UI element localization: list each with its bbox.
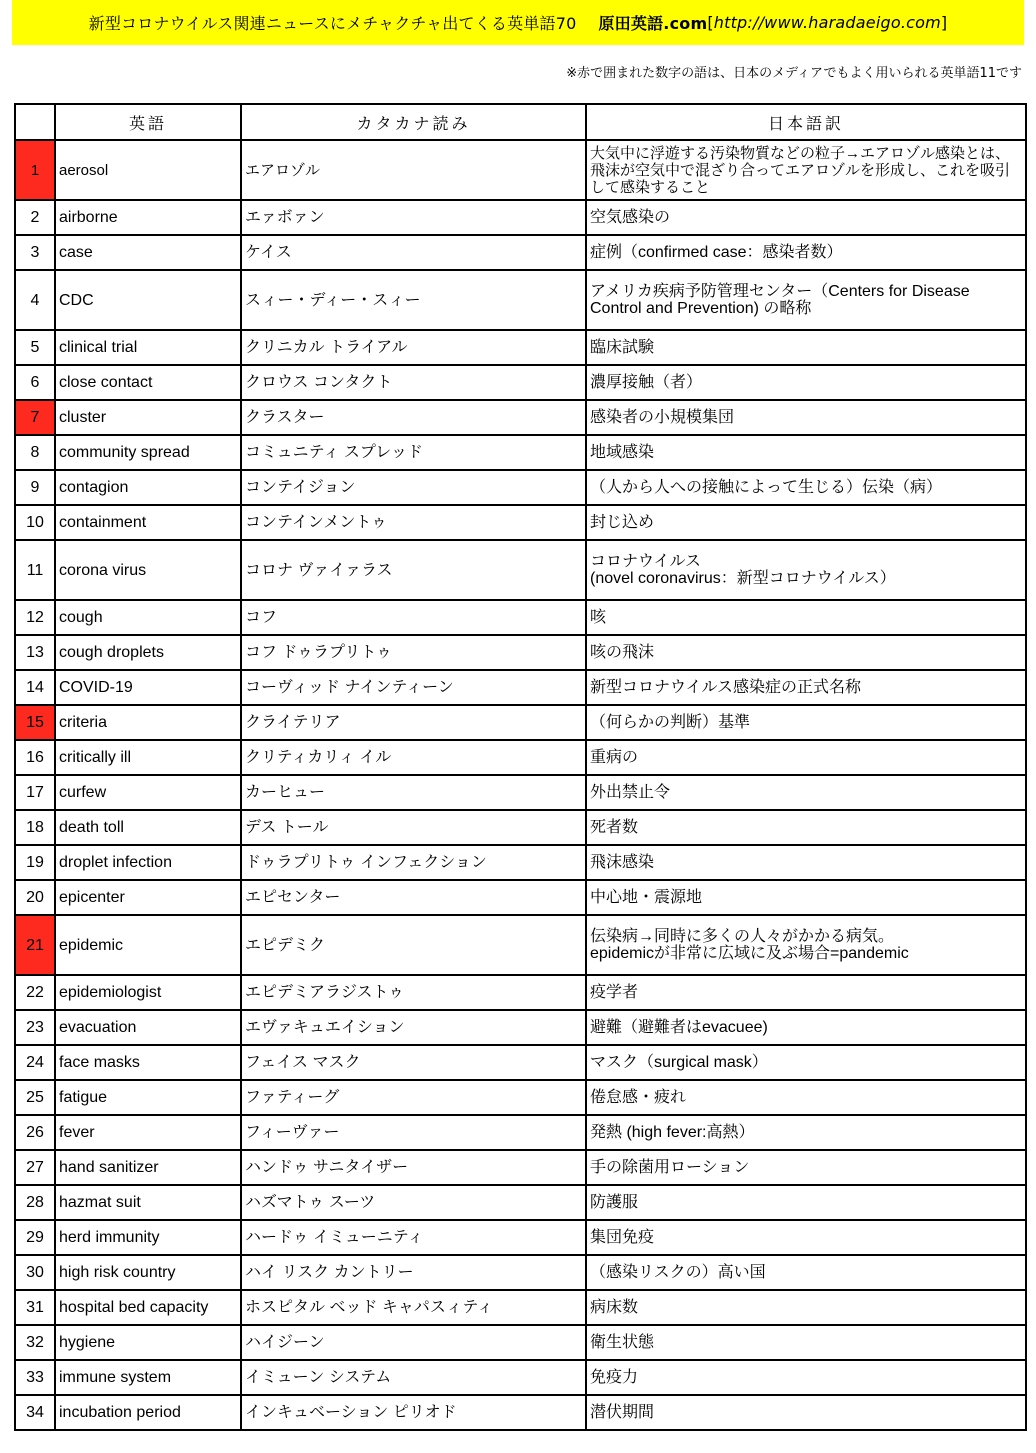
japanese-translation: 死者数 [586,810,1026,845]
katakana-reading: コフ [241,600,586,635]
japanese-translation: 衛生状態 [586,1325,1026,1360]
table-row [15,505,1026,540]
row-number: 19 [15,845,55,880]
english-word: hazmat suit [55,1185,241,1220]
table-row [15,1150,1026,1185]
row-number: 33 [15,1360,55,1395]
row-number: 29 [15,1220,55,1255]
japanese-translation: 外出禁止令 [586,775,1026,810]
row-number: 25 [15,1080,55,1115]
row-number: 3 [15,235,55,270]
row-number: 12 [15,600,55,635]
katakana-reading: クリティカリィ イル [241,740,586,775]
katakana-reading: ファティーグ [241,1080,586,1115]
vocabulary-table [14,103,1027,1431]
japanese-translation: 新型コロナウイルス感染症の正式名称 [586,670,1026,705]
katakana-reading: フェイス マスク [241,1045,586,1080]
katakana-reading: クリニカル トライアル [241,330,586,365]
english-word: hospital bed capacity [55,1290,241,1325]
table-row [15,845,1026,880]
english-word: community spread [55,435,241,470]
japanese-translation: 地域感染 [586,435,1026,470]
table-row [15,1395,1026,1430]
japanese-translation: 倦怠感・疲れ [586,1080,1026,1115]
katakana-reading: ハードゥ イミューニティ [241,1220,586,1255]
row-number: 30 [15,1255,55,1290]
row-number: 34 [15,1395,55,1430]
table-row [15,670,1026,705]
table-row [15,470,1026,505]
japanese-translation: 大気中に浮遊する汚染物質などの粒子→エアロゾル感染とは、飛沫が空気中で混ざり合ってエアロゾルを形成し、これを吸引して感染すること [586,140,1026,200]
url-close-bracket: ] [940,13,948,32]
english-word: hand sanitizer [55,1150,241,1185]
row-number: 31 [15,1290,55,1325]
english-word: epicenter [55,880,241,915]
row-number: 10 [15,505,55,540]
english-word: droplet infection [55,845,241,880]
english-word: aerosol [55,140,241,200]
row-number: 17 [15,775,55,810]
katakana-reading: クロウス コンタクト [241,365,586,400]
table-row [15,270,1026,330]
row-number: 14 [15,670,55,705]
katakana-reading: フィーヴァー [241,1115,586,1150]
english-word: face masks [55,1045,241,1080]
row-number: 2 [15,200,55,235]
english-word: epidemiologist [55,975,241,1010]
row-number: 24 [15,1045,55,1080]
katakana-reading: エァボァン [241,200,586,235]
table-row [15,400,1026,435]
japanese-translation: （何らかの判断）基準 [586,705,1026,740]
english-word: incubation period [55,1395,241,1430]
japanese-translation: 手の除菌用ローション [586,1150,1026,1185]
katakana-reading: コミュニティ スプレッド [241,435,586,470]
japanese-translation: 避難（避難者はevacuee) [586,1010,1026,1045]
katakana-reading: コンテインメントゥ [241,505,586,540]
katakana-reading: デス トール [241,810,586,845]
row-number: 23 [15,1010,55,1045]
page-header-banner [12,0,1024,45]
japanese-translation: 潜伏期間 [586,1395,1026,1430]
katakana-reading: エピデミク [241,915,586,975]
table-row [15,1255,1026,1290]
table-row [15,810,1026,845]
english-word: case [55,235,241,270]
table-row [15,1010,1026,1045]
japanese-translation: 感染者の小規模集団 [586,400,1026,435]
katakana-reading: コーヴィッド ナインティーン [241,670,586,705]
japanese-translation: マスク（surgical mask） [586,1045,1026,1080]
japanese-translation: 病床数 [586,1290,1026,1325]
english-word: airborne [55,200,241,235]
japanese-translation: 症例（confirmed case：感染者数） [586,235,1026,270]
english-word: hygiene [55,1325,241,1360]
table-row [15,600,1026,635]
row-number: 5 [15,330,55,365]
row-number: 15 [15,705,55,740]
katakana-reading: ハンドゥ サニタイザー [241,1150,586,1185]
katakana-reading: クラスター [241,400,586,435]
row-number: 11 [15,540,55,600]
table-row [15,140,1026,200]
katakana-reading: インキュベーション ピリオド [241,1395,586,1430]
katakana-reading: ケイス [241,235,586,270]
row-number: 4 [15,270,55,330]
table-row [15,330,1026,365]
table-row [15,635,1026,670]
english-word: critically ill [55,740,241,775]
katakana-reading: コロナ ヴァイァラス [241,540,586,600]
japanese-translation: （人から人への接触によって生じる）伝染（病） [586,470,1026,505]
english-word: cough [55,600,241,635]
japanese-translation: （感染リスクの）高い国 [586,1255,1026,1290]
japanese-translation: 咳の飛沫 [586,635,1026,670]
katakana-reading: ホスピタル ベッド キャパスィティ [241,1290,586,1325]
english-word: high risk country [55,1255,241,1290]
row-number: 16 [15,740,55,775]
table-row [15,775,1026,810]
english-word: CDC [55,270,241,330]
site-url-link[interactable]: http://www.haradaeigo.com [713,13,941,32]
japanese-translation: 空気感染の [586,200,1026,235]
katakana-reading: ドゥラプリトゥ インフェクション [241,845,586,880]
katakana-reading: クライテリア [241,705,586,740]
japanese-translation: 免疫力 [586,1360,1026,1395]
japanese-translation: 重病の [586,740,1026,775]
row-number: 18 [15,810,55,845]
row-number: 22 [15,975,55,1010]
vocabulary-table-body [15,140,1026,1430]
table-row [15,975,1026,1010]
english-word: criteria [55,705,241,740]
japanese-translation: 飛沫感染 [586,845,1026,880]
katakana-reading: ハイ リスク カントリー [241,1255,586,1290]
english-word: herd immunity [55,1220,241,1255]
table-row [15,1220,1026,1255]
row-number: 1 [15,140,55,200]
row-number: 32 [15,1325,55,1360]
english-word: corona virus [55,540,241,600]
table-row [15,740,1026,775]
row-number: 9 [15,470,55,505]
table-row [15,1360,1026,1395]
english-word: fatigue [55,1080,241,1115]
table-row [15,1080,1026,1115]
table-row [15,1325,1026,1360]
english-word: contagion [55,470,241,505]
table-row [15,705,1026,740]
table-row [15,1290,1026,1325]
katakana-reading: イミューン システム [241,1360,586,1395]
table-row [15,915,1026,975]
table-row [15,1045,1026,1080]
url-open-bracket: [ [707,13,714,32]
katakana-reading: カーヒュー [241,775,586,810]
table-row [15,1185,1026,1220]
table-row [15,365,1026,400]
japanese-translation: 防護服 [586,1185,1026,1220]
english-word: death toll [55,810,241,845]
katakana-reading: エアロゾル [241,140,586,200]
table-row [15,435,1026,470]
table-row [15,540,1026,600]
english-word: fever [55,1115,241,1150]
row-number: 6 [15,365,55,400]
katakana-reading: スィー・ディー・スィー [241,270,586,330]
english-word: evacuation [55,1010,241,1045]
katakana-reading: エヴァキュエイション [241,1010,586,1045]
row-number: 8 [15,435,55,470]
japanese-translation: 咳 [586,600,1026,635]
katakana-reading: コフ ドゥラプリトゥ [241,635,586,670]
english-word: close contact [55,365,241,400]
header-japanese: 日本語訳 [586,104,1026,140]
katakana-reading: ハズマトゥ スーツ [241,1185,586,1220]
table-row [15,880,1026,915]
english-word: containment [55,505,241,540]
katakana-reading: ハイジーン [241,1325,586,1360]
english-word: cluster [55,400,241,435]
japanese-translation: アメリカ疾病予防管理センター（Centers for Disease Control and Prevention) の略称 [586,270,1026,330]
katakana-reading: エピデミアラジストゥ [241,975,586,1010]
row-number: 27 [15,1150,55,1185]
site-name: 原田英語.com [598,14,708,33]
row-number: 21 [15,915,55,975]
japanese-translation: 集団免疫 [586,1220,1026,1255]
japanese-translation: 疫学者 [586,975,1026,1010]
row-number: 28 [15,1185,55,1220]
japanese-translation: 封じ込め [586,505,1026,540]
japanese-translation: 臨床試験 [586,330,1026,365]
header-number [15,104,55,140]
table-row [15,200,1026,235]
row-number: 26 [15,1115,55,1150]
japanese-translation: 発熱 (high fever:高熱） [586,1115,1026,1150]
highlight-note: ※赤で囲まれた数字の語は、日本のメディアでもよく用いられる英単語11です [566,66,1022,81]
japanese-translation: コロナウイルス (novel coronavirus：新型コロナウイルス） [586,540,1026,600]
row-number: 13 [15,635,55,670]
katakana-reading: コンテイジョン [241,470,586,505]
japanese-translation: 伝染病→同時に多くの人々がかかる病気。 epidemicが非常に広域に及ぶ場合=pandemic [586,915,1026,975]
row-number: 20 [15,880,55,915]
english-word: curfew [55,775,241,810]
page-title: 新型コロナウイルス関連ニュースにメチャクチャ出てくる英単語70 [88,14,577,33]
english-word: clinical trial [55,330,241,365]
table-header-row [15,104,1026,140]
row-number: 7 [15,400,55,435]
english-word: epidemic [55,915,241,975]
table-row [15,1115,1026,1150]
english-word: immune system [55,1360,241,1395]
japanese-translation: 中心地・震源地 [586,880,1026,915]
katakana-reading: エピセンター [241,880,586,915]
header-english: 英語 [55,104,241,140]
english-word: COVID-19 [55,670,241,705]
table-row [15,235,1026,270]
japanese-translation: 濃厚接触（者） [586,365,1026,400]
english-word: cough droplets [55,635,241,670]
header-katakana: カタカナ読み [241,104,586,140]
